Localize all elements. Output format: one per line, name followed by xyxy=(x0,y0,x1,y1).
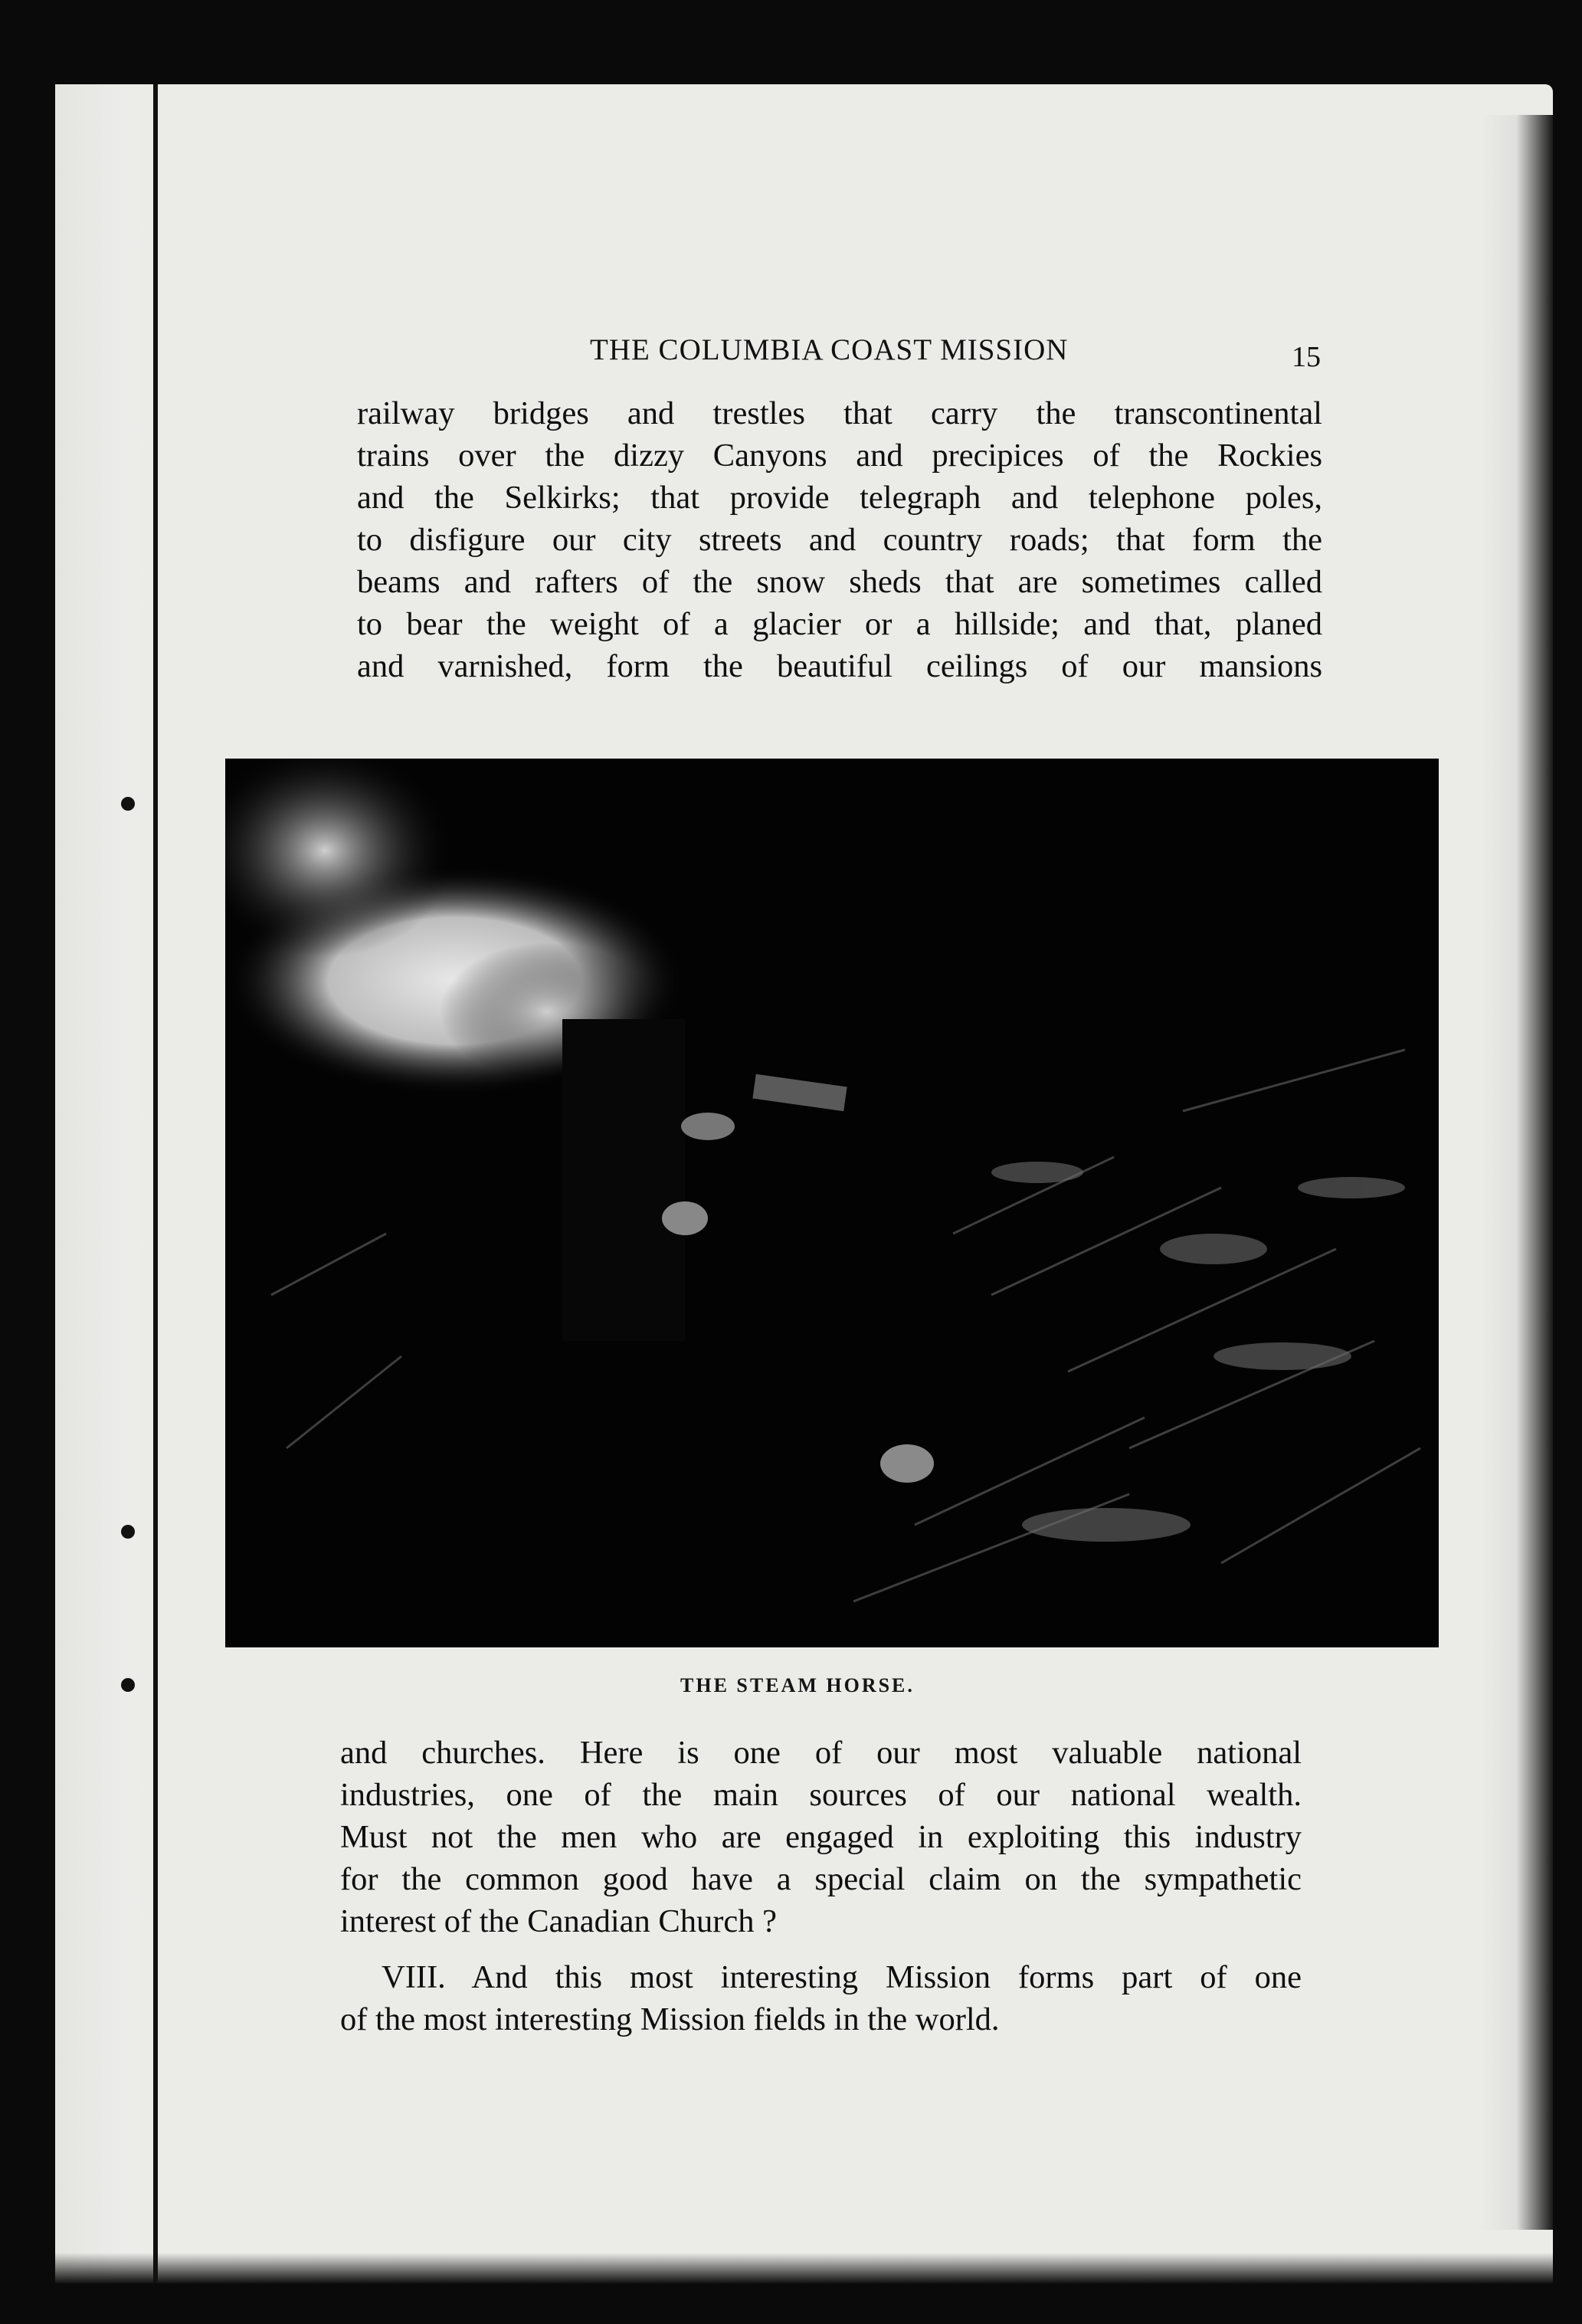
page-bottom-shadow xyxy=(55,2253,1553,2283)
binding-gutter xyxy=(55,84,158,2283)
binding-stitch xyxy=(121,1678,135,1692)
steam-horse-photograph xyxy=(225,759,1439,1647)
top-paragraph xyxy=(357,392,1322,687)
text-line: beams and rafters of the snow sheds that are sometimes called xyxy=(357,564,1322,600)
text-line: railway bridges and trestles that carry the transcontinental xyxy=(357,395,1322,431)
text-line: VIII. And this most interesting Mission forms part of one xyxy=(382,1959,1302,1995)
text-line: and varnished, form the beautiful ceilings of our mansions xyxy=(357,648,1322,684)
text-line: of the most interesting Mission fields in the world. xyxy=(340,2001,1000,2037)
binding-stitch xyxy=(121,1525,135,1539)
figure-caption: THE STEAM HORSE. xyxy=(680,1674,915,1696)
text-line: Must not the men who are engaged in exploiting this industry xyxy=(340,1819,1302,1855)
text-line: industries, one of the main sources of our national wealth. xyxy=(340,1777,1302,1813)
text-line: interest of the Canadian Church ? xyxy=(340,1903,778,1939)
page-edge-shadow xyxy=(1480,115,1553,2230)
page-number: 15 xyxy=(1292,341,1321,373)
running-head: THE COLUMBIA COAST MISSION xyxy=(590,333,1069,366)
text-line: to disfigure our city streets and country roads; that form the xyxy=(357,522,1322,558)
text-line: trains over the dizzy Canyons and precipices of the Rockies xyxy=(357,438,1322,474)
text-line: and churches. Here is one of our most valuable national xyxy=(340,1735,1302,1771)
binding-stitch xyxy=(121,797,135,811)
section-viii-paragraph xyxy=(340,1956,1302,2040)
text-line: to bear the weight of a glacier or a hillside; and that, planed xyxy=(357,606,1322,642)
text-line: for the common good have a special claim on the sympathetic xyxy=(340,1861,1302,1897)
bottom-paragraph xyxy=(340,1732,1302,2040)
text-line: and the Selkirks; that provide telegraph and telephone poles, xyxy=(357,480,1322,516)
